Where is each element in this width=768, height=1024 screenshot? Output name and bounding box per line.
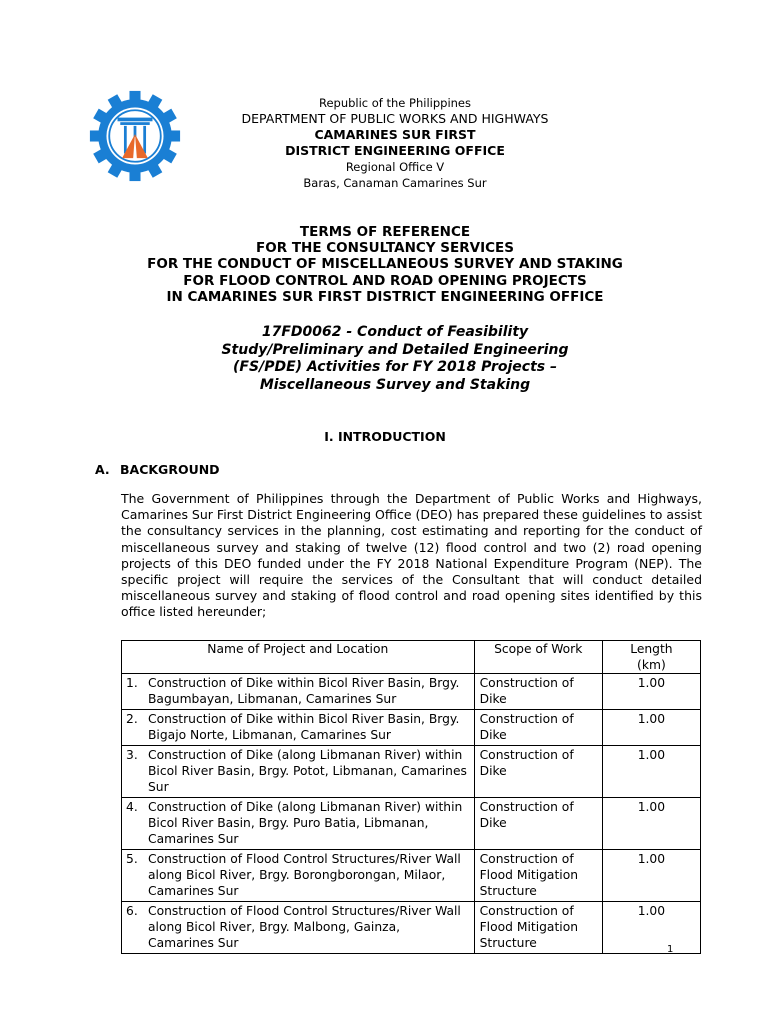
scope-of-work: Construction of Dike [479,748,574,778]
project-table [121,640,701,954]
title-line: FOR THE CONDUCT OF MISCELLANEOUS SURVEY AND STAKING [147,256,623,273]
scope-of-work: Construction of Flood Mitigation Structure [479,852,579,898]
title-line: TERMS OF REFERENCE [299,224,471,240]
table-header-row [122,641,701,674]
subsection-letter: A. [95,462,110,477]
row-number: 1. [126,676,138,690]
subsection-title: BACKGROUND [120,462,220,477]
department-line: DEPARTMENT OF PUBLIC WORKS AND HIGHWAYS [241,111,549,126]
republic-line: Republic of the Philippines [318,96,472,110]
row-number: 4. [126,800,138,814]
dpwh-gear-seal-icon [89,90,181,182]
header-length-unit: (km) [637,658,666,672]
section-heading: I. INTRODUCTION [324,429,446,444]
title-line: FOR FLOOD CONTROL AND ROAD OPENING PROJECTS [183,272,587,289]
row-number: 6. [126,904,138,918]
office-line-1: CAMARINES SUR FIRST [314,127,476,142]
length-value: 1.00 [637,800,666,814]
project-name: Construction of Dike (along Libmanan River) within Bicol River Basin, Brgy. Potot, Libmanan, Camarines Sur [148,748,467,794]
title-line: IN CAMARINES SUR FIRST DISTRICT ENGINEERING OFFICE [166,288,604,305]
office-line-2: DISTRICT ENGINEERING OFFICE [285,143,505,158]
table-row [122,710,701,746]
document-title [60,224,710,305]
project-title-line: Study/Preliminary and Detailed Engineering [221,341,569,358]
background-paragraph: The Government of Philippines through the Department of Public Works and Highways, Camarines Sur First District Engineering Office (DEO) has prepared these guidelines to assist the consultancy services in the planning, cost estimating and reporting for the conduct of miscellaneous survey and staking of twelve (12) flood control and two (2) road opening projects of this DEO funded under the FY 2018 National Expenditure Program (NEP). The specific project will require the services of the Consultant that will conduct detailed miscellaneous survey and staking of flood control and road opening sites identified by this office listed hereunder; [121,491,702,620]
header-length [602,641,700,674]
title-line: FOR THE CONSULTANCY SERVICES [256,240,514,257]
address-line: Baras, Canaman Camarines Sur [303,176,487,190]
table-row [122,746,701,798]
project-name: Construction of Flood Control Structures/River Wall along Bicol River, Brgy. Malbong, Gainza, Camarines Sur [148,904,461,950]
project-title [60,324,730,394]
header-name: Name of Project and Location [122,641,475,674]
length-value: 1.00 [637,676,666,690]
project-name: Construction of Dike within Bicol River Basin, Brgy. Bigajo Norte, Libmanan, Camarines Sur [148,712,460,742]
header-length-label: Length [630,642,673,656]
length-value: 1.00 [637,712,666,726]
length-value: 1.00 [637,904,666,918]
length-value: 1.00 [637,852,666,866]
project-name: Construction of Dike (along Libmanan River) within Bicol River Basin, Brgy. Puro Batia, Libmanan, Camarines Sur [148,800,463,846]
project-name: Construction of Flood Control Structures/River Wall along Bicol River, Brgy. Borongborongan, Milaor, Camarines Sur [148,852,461,898]
row-number: 5. [126,852,138,866]
table-row [122,674,701,710]
page-number: 1 [667,944,674,955]
subsection-heading [95,462,220,477]
project-name: Construction of Dike within Bicol River Basin, Brgy. Bagumbayan, Libmanan, Camarines Sur [148,676,460,706]
row-number: 2. [126,712,138,726]
table-row [122,798,701,850]
table-row [122,902,701,954]
length-value: 1.00 [637,748,666,762]
letterhead [210,95,580,191]
project-title-line: (FS/PDE) Activities for FY 2018 Projects – [233,359,557,375]
scope-of-work: Construction of Flood Mitigation Structure [479,904,579,950]
header-scope: Scope of Work [474,641,602,674]
dpwh-logo [89,90,181,182]
project-title-line: 17FD0062 - Conduct of Feasibility [261,324,529,340]
region-line: Regional Office V [345,160,445,174]
row-number: 3. [126,748,138,762]
scope-of-work: Construction of Dike [479,676,574,706]
scope-of-work: Construction of Dike [479,800,574,830]
scope-of-work: Construction of Dike [479,712,574,742]
project-title-line: Miscellaneous Survey and Staking [259,376,531,393]
table-row [122,850,701,902]
